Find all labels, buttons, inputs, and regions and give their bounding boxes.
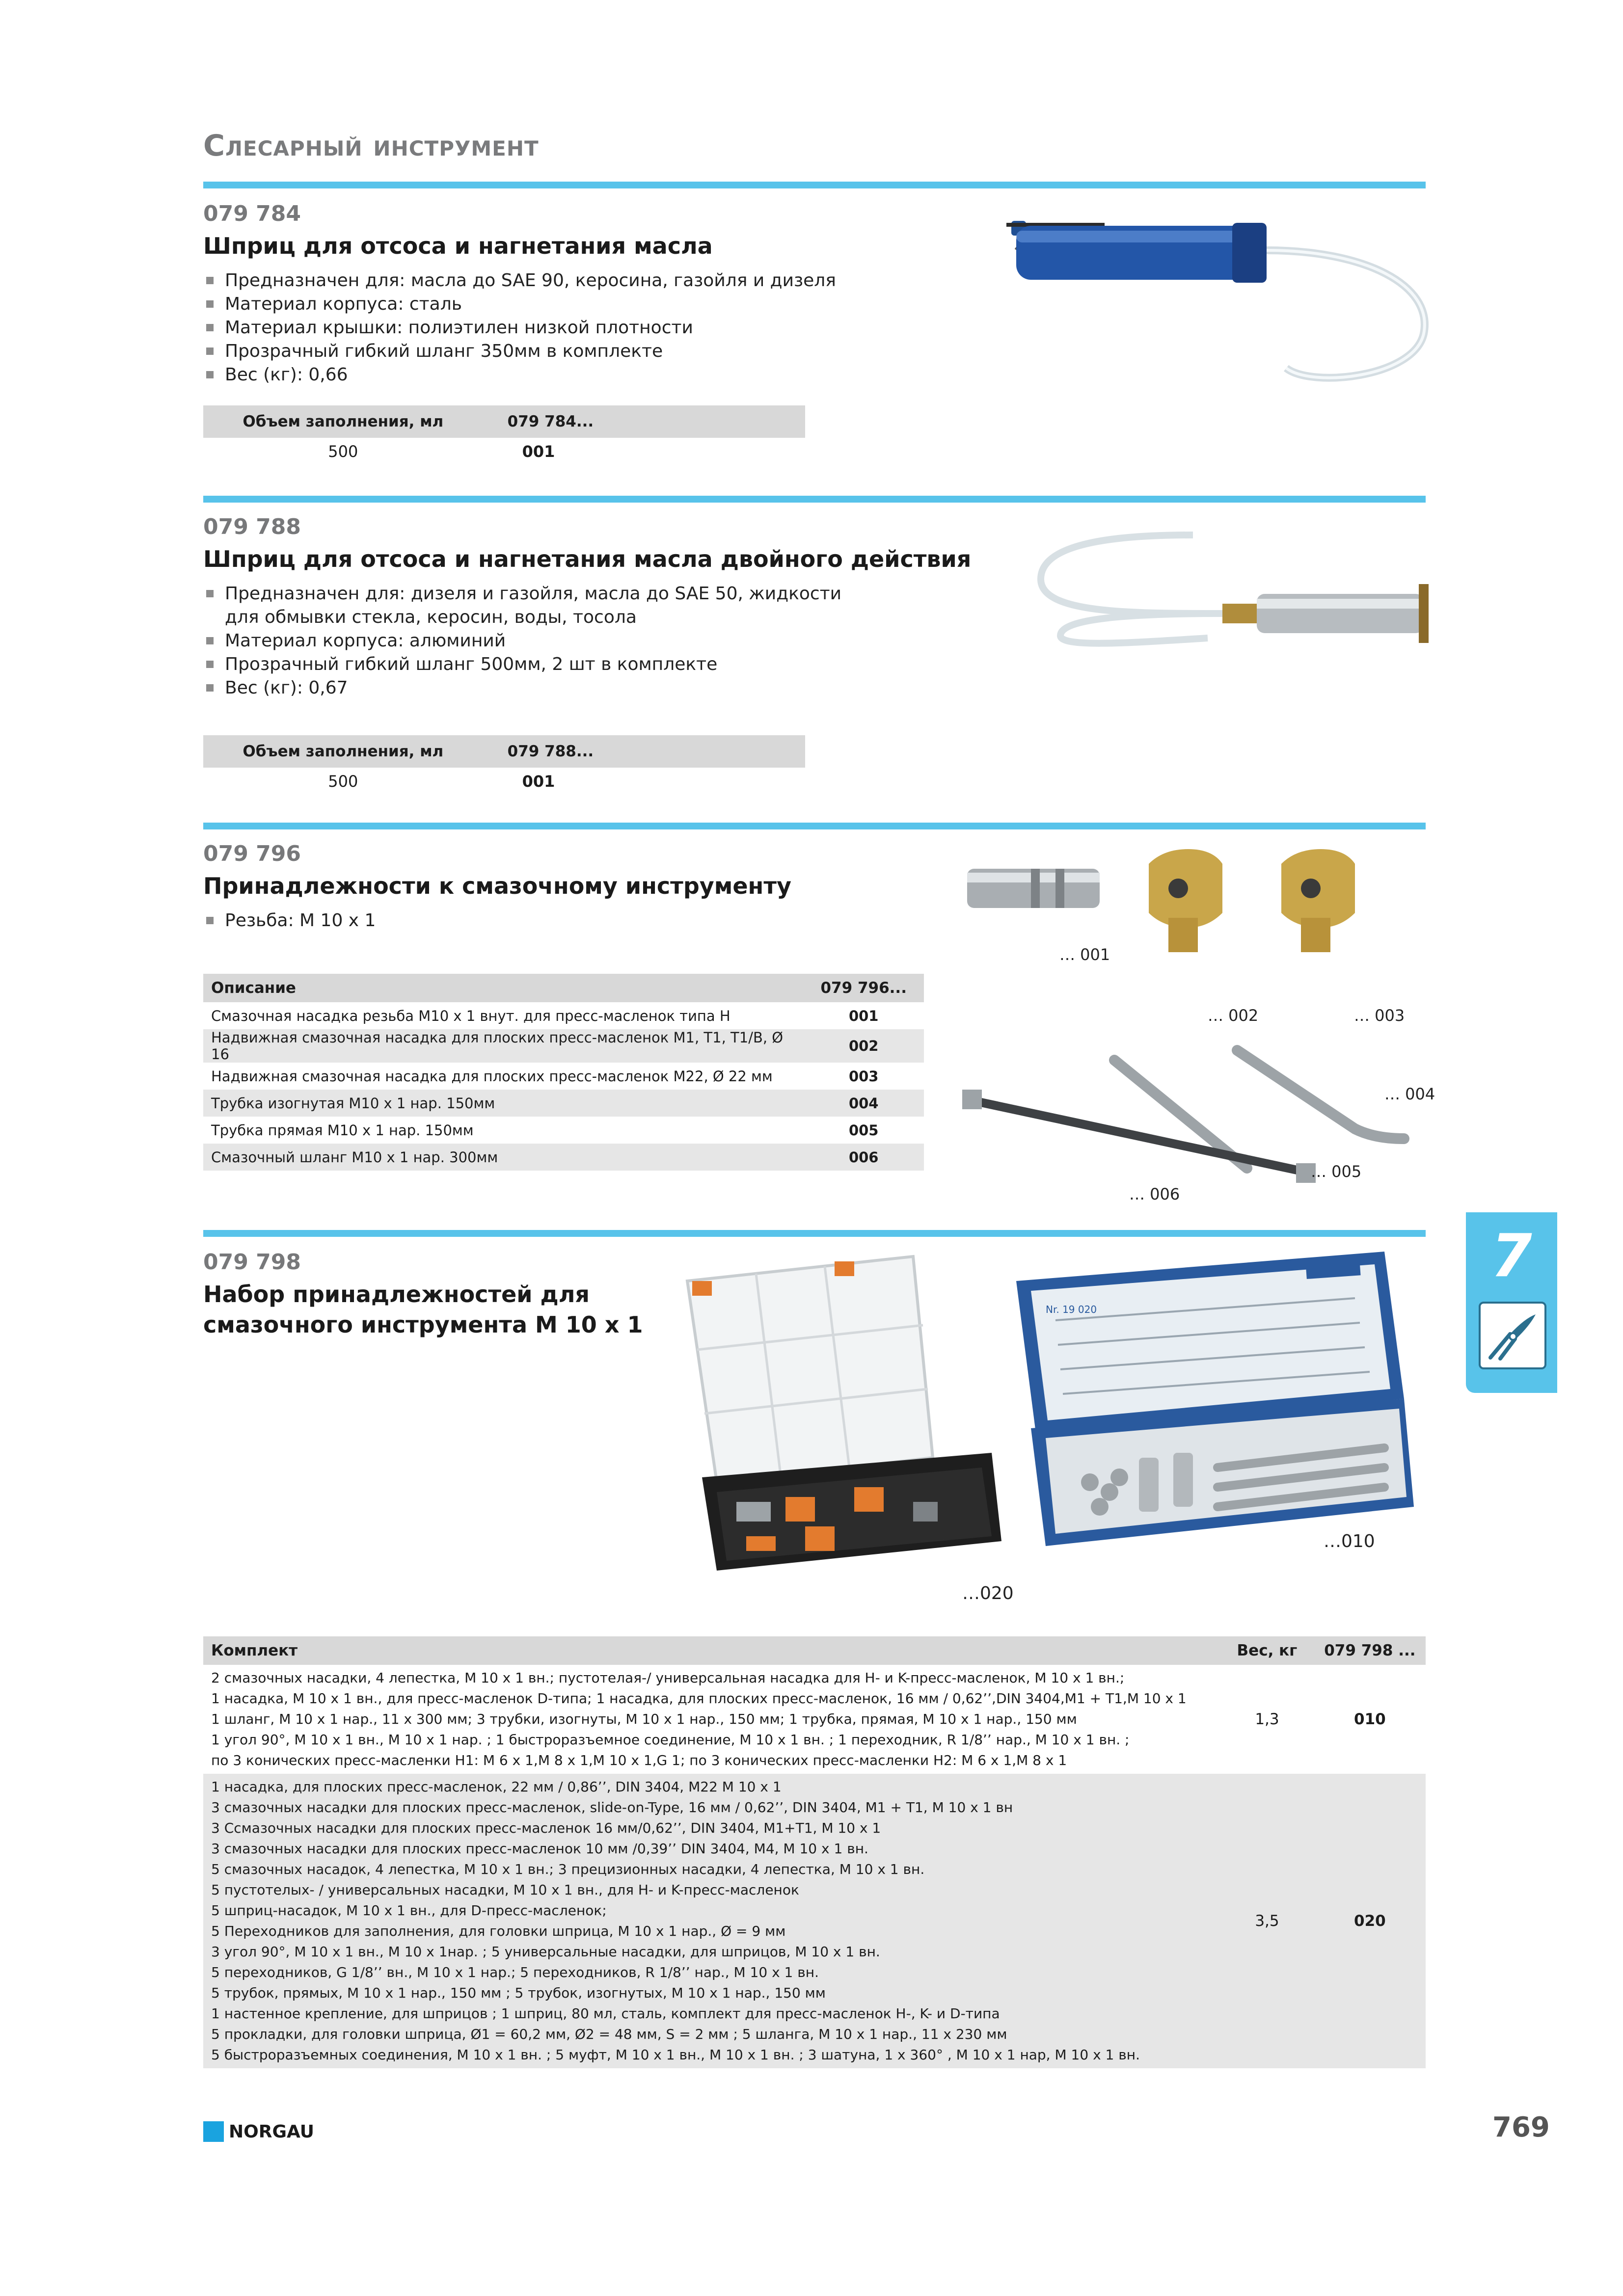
weight-cell: 3,5 [1220, 1774, 1314, 2068]
feature-item: Материал крышки: полиэтилен низкой плотности [203, 316, 940, 340]
kit-line: 1 насадка, для плоских пресс-масленок, 22 мм / 0,86’’, DIN 3404, M22 M 10 x 1 [211, 1779, 782, 1795]
case-lid-label: Nr. 19 020 [1046, 1304, 1097, 1315]
product-code: 079 784 [203, 201, 301, 226]
kit-line: 5 Переходников для заполнения, для головки шприца, M 10 x 1 нар., Ø = 9 мм [211, 1923, 786, 1939]
table-row [203, 1029, 924, 1063]
column-header: Описание [203, 974, 803, 1002]
kit-line: 1 угол 90°, M 10 x 1 вн., M 10 x 1 нар. ; 1 быстроразъемное соединение, M 10 x 1 вн. ; 1 переходник, R 1/8’’ нар., M 10 x 1 вн. ; [211, 1732, 1130, 1748]
table-cell: 001 [848, 1007, 879, 1024]
kit-contents-table [203, 1636, 1426, 2068]
table-row [203, 768, 805, 795]
table-cell: 500 [328, 442, 358, 461]
kit-line: 1 настенное крепление, для шприцов ; 1 шприц, 80 мл, сталь, комплект для пресс-масленок H-, K- и D-типа [211, 2005, 1000, 2022]
grease-syringe-image [943, 201, 1434, 407]
product-title [203, 1279, 643, 1340]
table-cell: 003 [848, 1068, 879, 1085]
accessories-image [933, 844, 1453, 1217]
variant-label: … 006 [1129, 1185, 1180, 1203]
column-header: Объем заполнения, мл [203, 735, 483, 768]
table-row [203, 438, 805, 465]
metal-case-image [1011, 1252, 1414, 1556]
kit-line: 5 переходников, G 1/8’’ вн., M 10 x 1 нар.; 5 переходников, R 1/8’’ нар., M 10 x 1 вн. [211, 1964, 819, 1980]
table-header-row [203, 974, 924, 1002]
product-title-line: смазочного инструмента M 10 x 1 [203, 1311, 643, 1338]
section-rule [203, 182, 1426, 188]
section-rule [203, 496, 1426, 503]
table-row [203, 1002, 924, 1029]
product-code: 079 796 [203, 841, 301, 866]
chapter-number: 7 [1491, 1222, 1532, 1290]
table-cell: 006 [803, 1144, 924, 1171]
kit-line: 3 Ссмазочных насадки для плоских пресс-масленок 16 мм/0,62’’, DIN 3404, M1+T1, M 10 x 1 [211, 1820, 881, 1836]
code-cell: 020 [1314, 1774, 1426, 2068]
feature-item: Материал корпуса: алюминий [203, 629, 841, 653]
feature-item: Предназначен для: дизеля и газойля, масла до SAE 50, жидкости для обмывки стекла, керосин, воды, тосола [203, 582, 841, 629]
page-number: 769 [1492, 2111, 1550, 2143]
feature-list [203, 582, 841, 700]
feature-item: Вес (кг): 0,67 [203, 676, 841, 700]
table-row [203, 1665, 1426, 1774]
product-title: Принадлежности к смазочному инструменту [203, 873, 791, 899]
feature-item: Прозрачный гибкий шланг 500мм, 2 шт в комплекте [203, 653, 841, 676]
table-row [203, 1144, 924, 1171]
product-title: Шприц для отсоса и нагнетания масла [203, 233, 713, 259]
column-header: 079 796... [803, 974, 924, 1002]
kit-line: 5 трубок, прямых, M 10 x 1 нар., 150 мм ; 5 трубок, изогнутых, M 10 x 1 нар., 150 мм [211, 1985, 826, 2001]
section-rule [203, 823, 1426, 829]
pliers-icon [1479, 1302, 1546, 1369]
table-cell: Надвижная смазочная насадка для плоских пресс-масленок M22, Ø 22 мм [211, 1068, 773, 1085]
kit-line: 1 шланг, M 10 x 1 нар., 11 x 300 мм; 3 трубки, изогнуты, M 10 x 1 нар., 150 мм; 1 трубка, прямая, M 10 x 1 нар., 150 мм [211, 1711, 1077, 1727]
kit-line: 1 насадка, M 10 x 1 вн., для пресс-масленок D-типа; 1 насадка, для плоских пресс-масленок, 16 мм / 0,62’’,DIN 3404,M1 + T1,M 10 x 1 [211, 1690, 1187, 1707]
variant-label: … 002 [1208, 1006, 1259, 1025]
variant-label: … 001 [1059, 945, 1110, 964]
variant-label: …020 [962, 1583, 1014, 1603]
feature-list [203, 909, 694, 933]
code-cell: 010 [1354, 1710, 1386, 1728]
table-cell: 005 [848, 1121, 879, 1139]
product-code: 079 788 [203, 514, 301, 539]
table-cell: 004 [803, 1090, 924, 1117]
feature-item: Материал корпуса: сталь [203, 293, 940, 316]
table-cell: Трубка прямая M10 x 1 нар. 150мм [211, 1121, 474, 1139]
kit-line: 5 шприц-насадок, M 10 x 1 вн., для D-пресс-масленок; [211, 1902, 607, 1919]
kit-line: 5 пустотелых- / универсальных насадки, M 10 x 1 вн., для H- и K-пресс-масленок [211, 1882, 799, 1898]
table-cell: 001 [522, 772, 555, 791]
table-row [203, 1117, 924, 1144]
kit-line: 3 угол 90°, M 10 x 1 вн., M 10 x 1нар. ; 5 универсальные насадки, для шприцов, M 10 x 1 вн. [211, 1944, 880, 1960]
variant-label: … 005 [1311, 1162, 1362, 1181]
column-header: 079 788... [483, 735, 805, 768]
variant-label: … 003 [1354, 1006, 1405, 1025]
table-row [203, 1063, 924, 1090]
spec-table [203, 735, 805, 795]
brand-logo-mark [203, 2121, 224, 2142]
table-cell: Смазочная насадка резьба M10 x 1 внут. для пресс-масленок типа H [211, 1007, 730, 1024]
kit-contents-cell [203, 1774, 1220, 2068]
column-header: 079 784... [483, 405, 805, 438]
variant-label: … 004 [1384, 1085, 1435, 1103]
table-row [203, 1774, 1426, 2068]
product-title: Шприц для отсоса и нагнетания масла двойного действия [203, 546, 972, 572]
table-cell: 001 [522, 442, 555, 461]
kit-line: 5 прокладки, для головки шприца, Ø1 = 60,2 мм, Ø2 = 48 мм, S = 2 мм ; 5 шланга, M 10 x 1 нар., 11 x 230 мм [211, 2026, 1007, 2042]
feature-item: Предназначен для: масла до SAE 90, керосина, газойля и дизеля [203, 269, 940, 293]
product-title-line: Набор принадлежностей для [203, 1281, 590, 1308]
section-rule [203, 1230, 1426, 1237]
weight-cell: 1,3 [1255, 1710, 1279, 1728]
kit-contents-cell [203, 1665, 1220, 1774]
table-header-row [203, 405, 805, 438]
kit-line: по 3 конических пресс-масленки H1: M 6 x 1,M 8 x 1,M 10 x 1,G 1; по 3 конических пресс-масленки H2: M 6 x 1,M 8 x 1 [211, 1752, 1067, 1768]
double-action-syringe-image [1031, 520, 1453, 648]
accessories-table [203, 974, 924, 1171]
column-header: Комплект [203, 1636, 1220, 1665]
table-cell: Трубка изогнутая M10 x 1 нар. 150мм [203, 1090, 803, 1117]
table-cell: Смазочный шланг M10 x 1 нар. 300мм [203, 1144, 803, 1171]
column-header: 079 798 ... [1314, 1636, 1426, 1665]
table-cell: 002 [803, 1029, 924, 1063]
column-header: Вес, кг [1220, 1636, 1314, 1665]
table-cell: Надвижная смазочная насадка для плоских пресс-масленок M1, T1, T1/B, Ø 16 [203, 1029, 803, 1063]
table-header-row [203, 735, 805, 768]
brand-name: NORGAU [229, 2122, 314, 2142]
page-title: Слесарный инструмент [203, 129, 539, 163]
variant-label: …010 [1324, 1531, 1375, 1551]
table-cell: 500 [328, 772, 358, 791]
kit-line: 5 быстроразъемных соединения, M 10 x 1 вн. ; 5 муфт, M 10 x 1 вн., M 10 x 1 вн. ; 3 шатуна, 1 x 360° , M 10 x 1 нар, M 10 x 1 вн. [211, 2047, 1140, 2063]
kit-line: 3 смазочных насадки для плоских пресс-масленок 10 мм /0,39’’ DIN 3404, M4, M 10 x 1 вн. [211, 1841, 868, 1857]
column-header: Объем заполнения, мл [203, 405, 483, 438]
kit-line: 2 смазочных насадки, 4 лепестка, M 10 x 1 вн.; пустотелая-/ универсальная насадка для H- и K-пресс-масленок, M 10 x 1 вн.; [211, 1670, 1125, 1686]
feature-item: Резьба: M 10 x 1 [203, 909, 694, 933]
table-row [203, 1090, 924, 1117]
organizer-case-image [658, 1247, 1011, 1585]
table-header-row [203, 1636, 1426, 1665]
kit-line: 3 смазочных насадки для плоских пресс-масленок, slide-on-Type, 16 мм / 0,62’’, DIN 3404, M1 + T1, M 10 x 1 вн [211, 1799, 1013, 1815]
kit-line: 5 смазочных насадок, 4 лепестка, M 10 x 1 вн.; 3 прецизионных насадки, 4 лепестка, M 10 x 1 вн. [211, 1861, 925, 1877]
feature-item: Прозрачный гибкий шланг 350мм в комплекте [203, 340, 940, 363]
product-code: 079 798 [203, 1250, 301, 1275]
spec-table [203, 405, 805, 465]
feature-item: Вес (кг): 0,66 [203, 363, 940, 387]
feature-list [203, 269, 940, 387]
